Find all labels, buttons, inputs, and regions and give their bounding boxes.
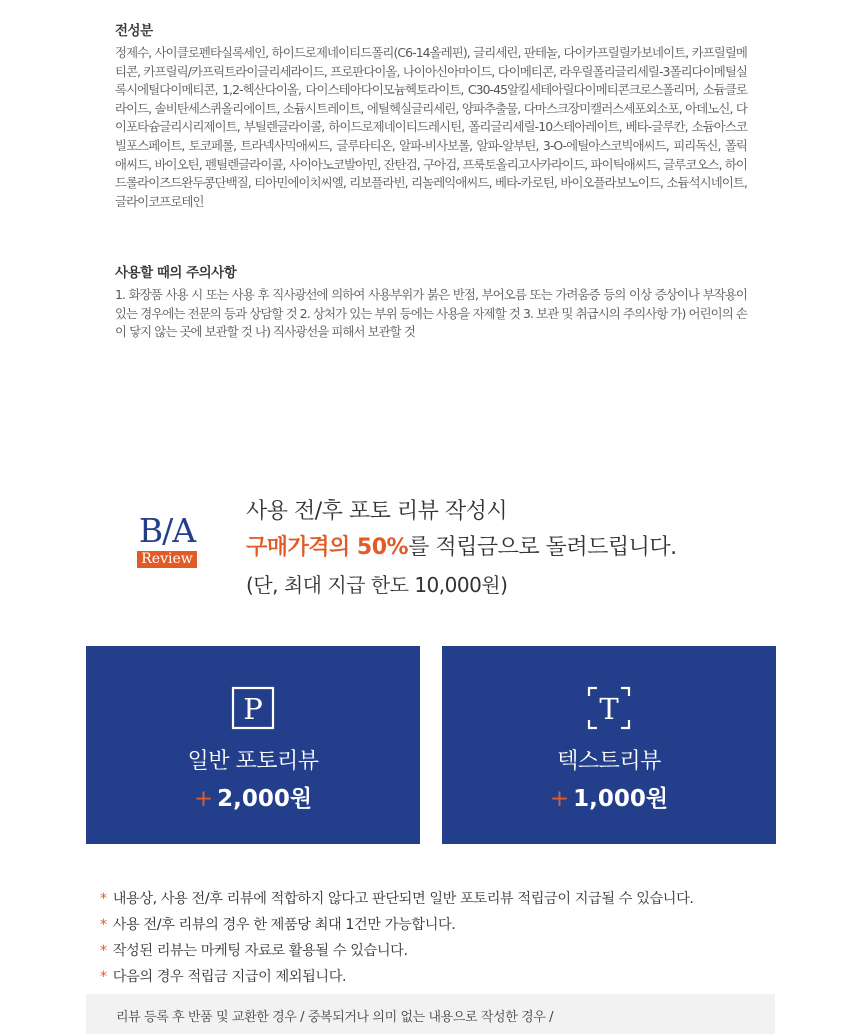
promo-offer-rest: 를 적립금으로 돌려드립니다. [408,535,677,560]
caution-text: 1. 화장품 사용 시 또는 사용 후 직사광선에 의하여 사용부위가 붉은 반점, 부어오름 또는 가려움증 등의 이상 증상이나 부작용이 있는 경우에는 전문의 등과 상담할 것 2. 상처가 있는 부위 등에는 사용을 자제할 것 3. 보관 및 취급시의 주의사항 가) 어린이의 손이 닿지 않는 곳에 보관할 것 나) 직사광선을 피해서 보관할 것 [115,287,747,340]
text-review-icon-letter: T [599,692,619,726]
note-item: * 내용상, 사용 전/후 리뷰에 적합하지 않다고 판단되면 일반 포토리뷰 적립금이 지급될 수 있습니다. [100,891,694,907]
photo-review-label: 일반 포토리뷰 [187,749,319,774]
ba-review-logo [132,511,202,568]
text-review-plus: + [549,786,570,812]
note-star: * [100,943,107,959]
ingredients-text: 정제수, 사이클로펜타실록세인, 하이드로제네이티드폴리(C6-14올레핀), 글리세린, 판테놀, 다이카프릴릴카보네이트, 카프릴릴메티콘, 카프릴릭/카프릭트라이글리세라이드, 프로판다이올, 나이아신아마이드, 다이메티콘, 라우릴폴리글리세릴-3폴리다이메틸실록시에틸다이메티콘, 1,2-헥산다이올, 다이스테아다이모늄헥토라이트, C30-45알킬세테아릴다이메티콘크로스폴리머, 소듐클로라이드, 솔비탄세스퀴올리에이트, 소듐시트레이트, 에틸헥실글리세린, 양파추출물, 다마스크장미캘러스세포외소포, 아데노신, 다이포타슘글리시리제이트, 부틸렌글라이콜, 하이드로제네이티드레시틴, 폴리글리세릴-10스테아레이트, 베타-글루칸, 소듐아스코빌포스페이트, 토코페롤, 트라넥사믹애씨드, 글루타티온, 알파-비사보롤, 알파-알부틴, 3-O-에틸아스코빅애씨드, 피리독신, 폴릭애씨드, 바이오틴, 펜틸렌글라이콜, 사이아노코발아민, 잔탄검, 구아검, 프룩토올리고사카라이드, 파이틱애씨드, 글루코오스, 하이드롤라이즈드완두콩단백질, 티아민에이치씨엘, 리보플라빈, 리놀레익애씨드, 베타-카로틴, 바이오플라보노이드, 소듐석시네이트, 글라이코프로테인 [115,45,747,209]
photo-review-reward [86,780,420,813]
ba-logo-review-badge: Review [137,551,196,568]
promo-headline: 사용 전/후 포토 리뷰 작성시 [246,499,508,524]
text-review-card [442,646,776,844]
note-item: * 사용 전/후 리뷰의 경우 한 제품당 최대 1건만 가능합니다. [100,917,456,933]
text-review-reward [442,780,776,813]
photo-review-amount: 2,000원 [217,786,313,812]
exclusion-box [86,994,775,1034]
photo-review-card [86,646,420,844]
promo-offer-highlight: 구매가격의 50% [246,535,409,560]
text-review-amount: 1,000원 [573,786,669,812]
ba-logo-main: B/A [138,511,196,550]
text-review-icon [587,686,631,730]
note-star: * [100,917,107,933]
note-item: * 작성된 리뷰는 마케팅 자료로 활용될 수 있습니다. [100,943,408,959]
ingredients-title: 전성분 [115,23,153,39]
promo-limit: (단, 최대 지급 한도 10,000원) [246,573,508,597]
photo-review-icon [231,686,275,730]
note-item: * 다음의 경우 적립금 지급이 제외됩니다. [100,969,347,985]
note-star: * [100,891,107,907]
photo-review-icon-letter: P [243,692,263,726]
photo-review-plus: + [193,786,214,812]
exclusion-text: 리뷰 등록 후 반품 및 교환한 경우 / 중복되거나 의미 없는 내용으로 작성한 경우 / [116,1010,554,1025]
note-star: * [100,969,107,985]
review-notes-list [100,886,694,990]
text-review-label: 텍스트리뷰 [557,749,661,774]
promo-offer [246,530,677,561]
caution-title: 사용할 때의 주의사항 [115,265,237,281]
